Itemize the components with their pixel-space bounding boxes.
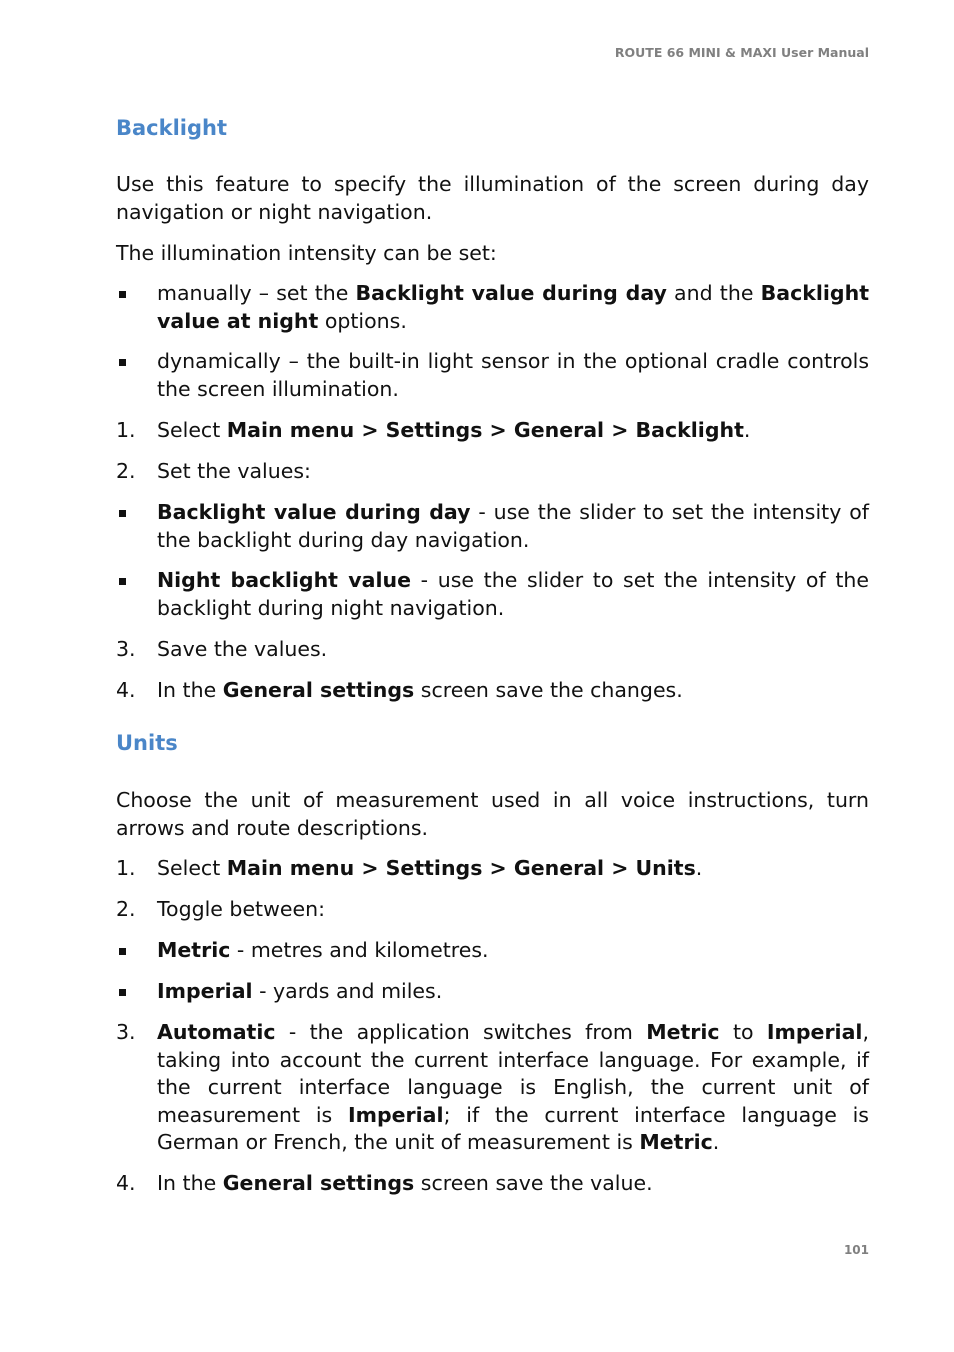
units-step-3 bbox=[116, 1019, 869, 1157]
step-number: 2. bbox=[116, 459, 136, 483]
backlight-intro: Use this feature to specify the illumination of the screen during day navigation or night navigation. bbox=[116, 172, 869, 224]
list-item-dynamic bbox=[116, 348, 869, 403]
list-item-text: manually – set the Backlight value during day and the Backlight value at night options. bbox=[157, 281, 869, 333]
backlight-step-3 bbox=[116, 636, 869, 664]
list-item-text: Imperial - yards and miles. bbox=[157, 979, 443, 1003]
list-item-imperial bbox=[116, 978, 869, 1006]
backlight-step-2 bbox=[116, 458, 869, 486]
bullet-icon bbox=[119, 359, 126, 366]
step-text: Select Main menu > Settings > General > Units. bbox=[157, 856, 703, 880]
step-number: 4. bbox=[116, 678, 136, 702]
list-item-night-value bbox=[116, 567, 869, 622]
step-text: In the General settings screen save the changes. bbox=[157, 678, 683, 702]
bullet-icon bbox=[119, 578, 126, 585]
running-header: ROUTE 66 MINI & MAXI User Manual bbox=[614, 45, 869, 60]
list-item-manual bbox=[116, 280, 869, 335]
backlight-step-4 bbox=[116, 677, 869, 705]
bullet-icon bbox=[119, 510, 126, 517]
units-step-2 bbox=[116, 896, 869, 924]
step-text: Toggle between: bbox=[157, 897, 325, 921]
backlight-step-1 bbox=[116, 417, 869, 445]
step-number: 2. bbox=[116, 897, 136, 921]
step-number: 4. bbox=[116, 1171, 136, 1195]
list-item-text: Backlight value during day - use the slider to set the intensity of the backlight during day navigation. bbox=[157, 500, 869, 552]
bullet-icon bbox=[119, 291, 126, 298]
step-text: Select Main menu > Settings > General > Backlight. bbox=[157, 418, 751, 442]
list-item-text: Metric - metres and kilometres. bbox=[157, 938, 489, 962]
list-item-text: dynamically – the built-in light sensor in the optional cradle controls the screen illumination. bbox=[157, 349, 869, 401]
step-text: Save the values. bbox=[157, 637, 328, 661]
step-number: 1. bbox=[116, 418, 136, 442]
list-item-metric bbox=[116, 937, 869, 965]
step-number: 3. bbox=[116, 1020, 136, 1044]
units-heading: Units bbox=[116, 731, 178, 755]
list-item-text: Night backlight value - use the slider to set the intensity of the backlight during night navigation. bbox=[157, 568, 869, 620]
list-item-day-value bbox=[116, 499, 869, 554]
step-text: Automatic - the application switches from Metric to Imperial, taking into account the current interface language. For example, if the current interface language is English, the current unit of measurement is Imperial; if the current interface language is German or French, the unit of measurement is Metric. bbox=[157, 1020, 869, 1154]
step-text: In the General settings screen save the value. bbox=[157, 1171, 653, 1195]
bullet-icon bbox=[119, 989, 126, 996]
bullet-icon bbox=[119, 948, 126, 955]
backlight-heading: Backlight bbox=[116, 116, 228, 140]
units-step-1 bbox=[116, 855, 869, 883]
page-number: 101 bbox=[843, 1243, 869, 1257]
units-intro: Choose the unit of measurement used in all voice instructions, turn arrows and route descriptions. bbox=[116, 788, 869, 840]
step-number: 1. bbox=[116, 856, 136, 880]
step-number: 3. bbox=[116, 637, 136, 661]
step-text: Set the values: bbox=[157, 459, 311, 483]
units-step-4 bbox=[116, 1170, 869, 1198]
backlight-set-intro: The illumination intensity can be set: bbox=[116, 241, 497, 265]
